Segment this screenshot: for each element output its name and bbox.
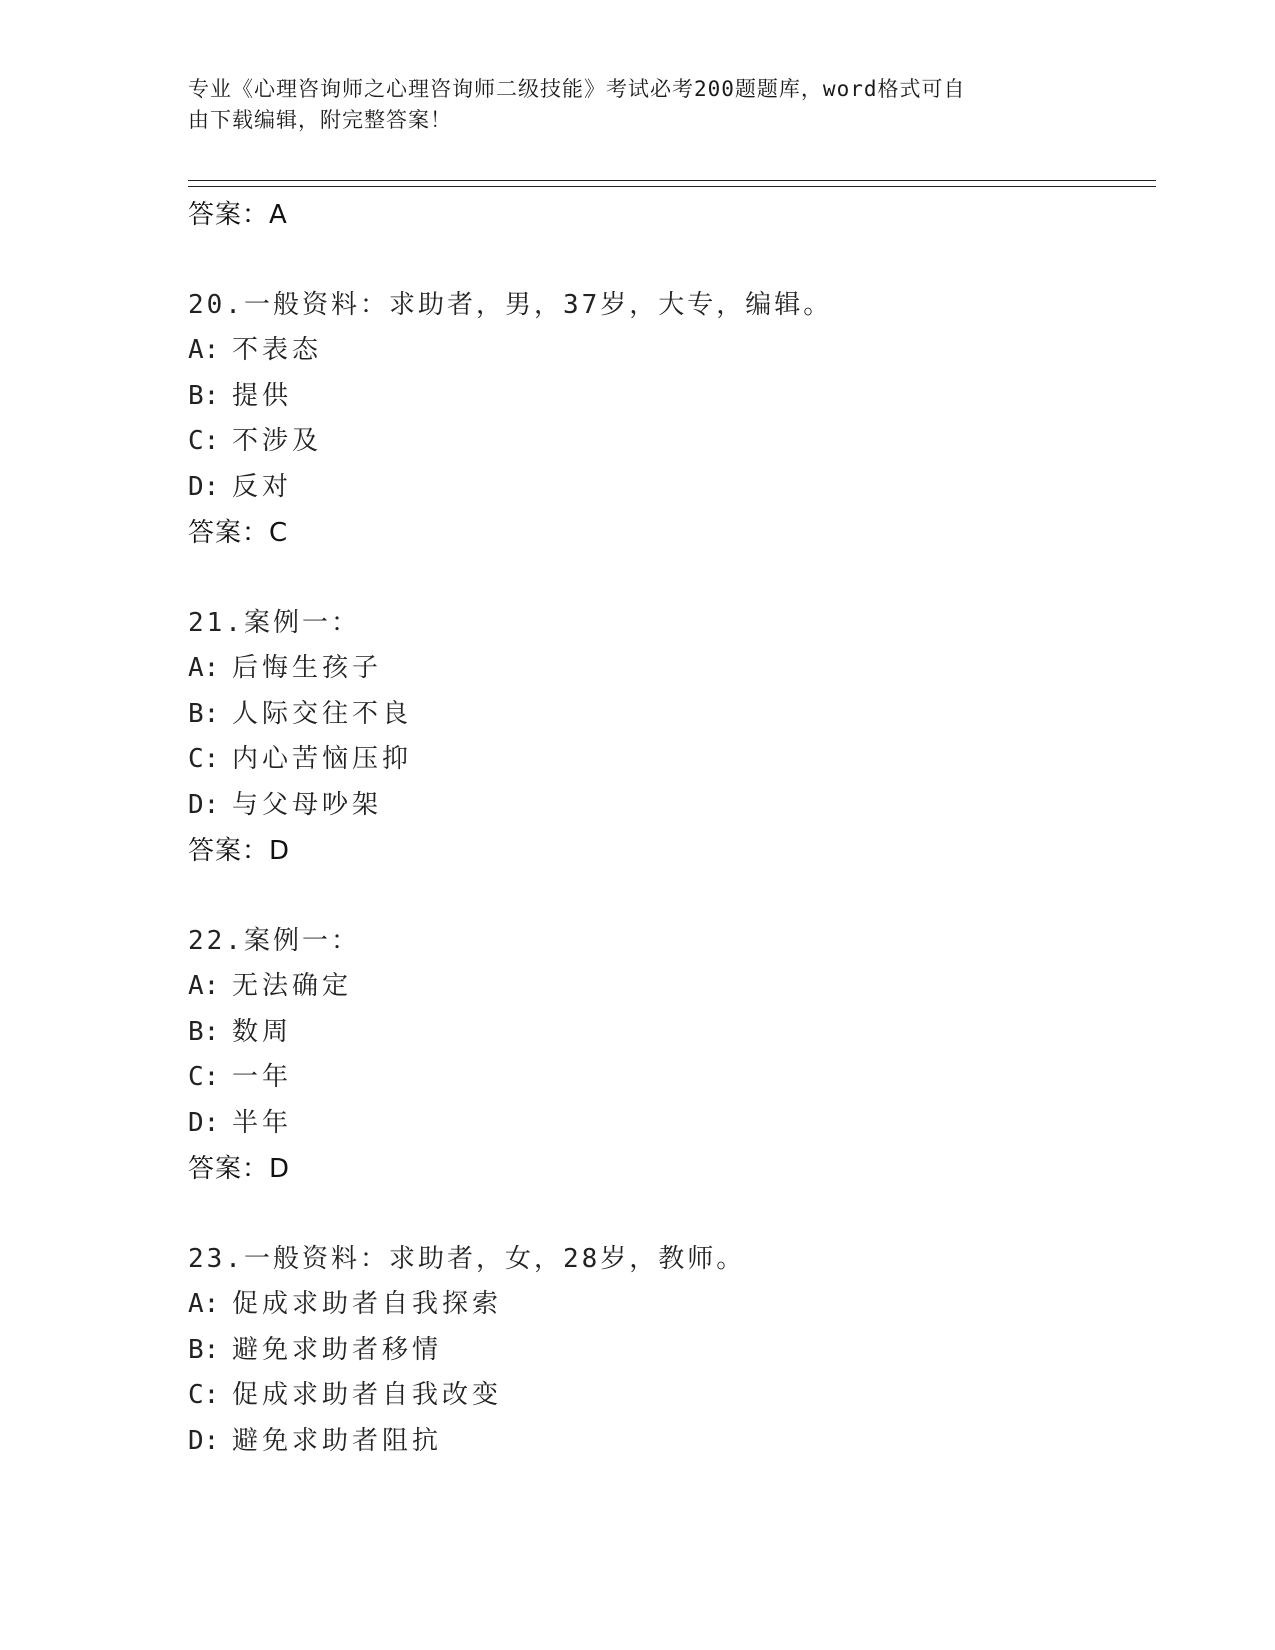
option-letter: C: <box>188 744 220 774</box>
option-text: 无法确定 <box>232 971 353 1001</box>
question-title: 23.一般资料：求助者，女，28岁，教师。 <box>188 1244 746 1274</box>
option-a <box>188 646 1156 692</box>
option-text: 半年 <box>232 1107 293 1138</box>
option-text: 不表态 <box>232 335 323 365</box>
option-d <box>188 783 1156 829</box>
option-letter: D: <box>188 789 220 820</box>
option-text: 内心苦恼压抑 <box>232 744 413 774</box>
spacer <box>188 238 1156 282</box>
option-letter: A: <box>188 335 220 365</box>
answer-line: 答案：C <box>188 518 289 548</box>
spacer <box>188 1192 1156 1236</box>
header-line-1: 专业《心理咨询师之心理咨询师二级技能》考试必考200题题库，word格式可自 <box>188 77 966 101</box>
option-letter: B: <box>188 1016 220 1047</box>
option-text: 避免求助者阻抗 <box>232 1425 443 1456</box>
option-letter: D: <box>188 1107 220 1138</box>
header-divider-top <box>188 180 1156 181</box>
option-letter: A: <box>188 971 220 1001</box>
option-text: 后悔生孩子 <box>232 653 383 683</box>
option-letter: C: <box>188 426 220 456</box>
header-line-2: 由下载编辑，附完整答案！ <box>188 108 452 132</box>
option-a <box>188 964 1156 1010</box>
option-text: 一年 <box>232 1062 293 1092</box>
document-header <box>188 74 1068 136</box>
option-text: 人际交往不良 <box>232 698 413 729</box>
option-c <box>188 737 1156 783</box>
option-letter: A: <box>188 653 220 683</box>
option-b <box>188 374 1156 420</box>
answer-line: 答案：D <box>188 1154 291 1184</box>
option-c <box>188 1373 1156 1419</box>
option-text: 促成求助者自我改变 <box>232 1380 503 1410</box>
option-c <box>188 1055 1156 1101</box>
spacer <box>188 556 1156 600</box>
option-letter: C: <box>188 1062 220 1092</box>
question-list <box>188 192 1156 1464</box>
answer-line: 答案：A <box>188 200 288 230</box>
option-a <box>188 1282 1156 1328</box>
question-block <box>188 1236 1156 1464</box>
option-letter: B: <box>188 1334 220 1365</box>
option-b <box>188 1328 1156 1374</box>
question-block <box>188 600 1156 874</box>
option-letter: B: <box>188 380 220 411</box>
question-title: 22.案例一： <box>188 926 360 956</box>
option-text: 数周 <box>232 1016 293 1047</box>
answer-line: 答案：D <box>188 836 291 866</box>
question-block <box>188 918 1156 1192</box>
option-text: 不涉及 <box>232 426 323 456</box>
header-divider-bottom <box>188 186 1156 187</box>
option-letter: A: <box>188 1289 220 1319</box>
question-title: 20.一般资料：求助者，男，37岁，大专，编辑。 <box>188 290 833 320</box>
option-text: 提供 <box>232 380 293 411</box>
option-text: 反对 <box>232 471 293 502</box>
option-c <box>188 419 1156 465</box>
option-b <box>188 692 1156 738</box>
option-a <box>188 328 1156 374</box>
option-text: 避免求助者移情 <box>232 1334 443 1365</box>
option-text: 促成求助者自我探索 <box>232 1289 503 1319</box>
option-d <box>188 1101 1156 1147</box>
option-letter: C: <box>188 1380 220 1410</box>
option-letter: D: <box>188 471 220 502</box>
question-title: 21.案例一： <box>188 608 360 638</box>
option-b <box>188 1010 1156 1056</box>
option-letter: B: <box>188 698 220 729</box>
option-text: 与父母吵架 <box>232 789 383 820</box>
option-letter: D: <box>188 1425 220 1456</box>
spacer <box>188 874 1156 918</box>
option-d <box>188 1419 1156 1465</box>
option-d <box>188 465 1156 511</box>
question-block <box>188 282 1156 556</box>
